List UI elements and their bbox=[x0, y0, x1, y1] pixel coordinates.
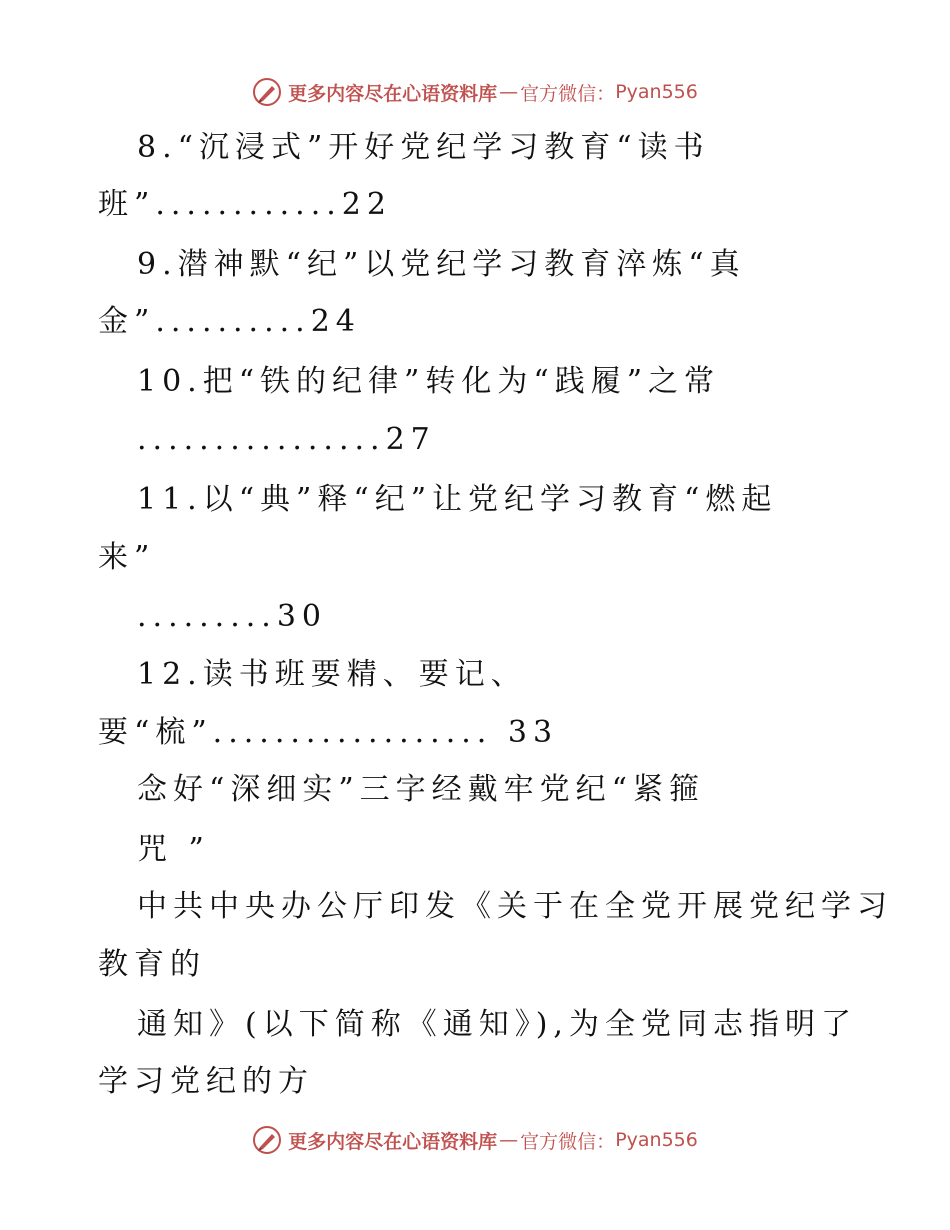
toc-line: 来” bbox=[98, 540, 156, 575]
toc-line: 班”............22 bbox=[98, 187, 392, 222]
paragraph-line: 学习党纪的方 bbox=[98, 1064, 314, 1099]
toc-line: 12.读书班要精、要记、 bbox=[137, 657, 527, 692]
article-title-line: 念好“深细实”三字经戴牢党纪“紧箍 bbox=[137, 772, 706, 807]
watermark-dash: — bbox=[499, 81, 519, 103]
watermark-id: Pyan556 bbox=[615, 81, 698, 103]
pen-logo-icon bbox=[252, 1125, 282, 1155]
paragraph-line: 通知》(以下简称《通知》),为全党同志指明了 bbox=[137, 1007, 857, 1042]
toc-line: 金”..........24 bbox=[98, 304, 361, 339]
watermark-dash: — bbox=[499, 1129, 519, 1151]
paragraph-line: 教育的 bbox=[98, 947, 206, 982]
toc-line: 11.以“典”释“纪”让党纪学习教育“燃起 bbox=[137, 482, 778, 517]
watermark-main-text: 更多内容尽在心语资料库 bbox=[288, 82, 498, 105]
watermark-main-text: 更多内容尽在心语资料库 bbox=[288, 1130, 498, 1153]
toc-line: 10.把“铁的纪律”转化为“践履”之常 bbox=[137, 364, 721, 399]
watermark-sub-text: 官方微信： bbox=[520, 1130, 616, 1153]
article-title-line: 咒 ” bbox=[137, 832, 210, 867]
toc-line: ................27 bbox=[137, 422, 436, 457]
toc-line: .........30 bbox=[137, 599, 327, 634]
toc-line: 9.潜神默“纪”以党纪学习教育淬炼“真 bbox=[137, 247, 746, 282]
toc-line: 8.“沉浸式”开好党纪学习教育“读书 bbox=[137, 130, 710, 165]
footer-watermark bbox=[0, 1120, 950, 1160]
paragraph-line: 中共中央办公厅印发《关于在全党开展党纪学习 bbox=[137, 889, 893, 924]
toc-line: 要“梳”.................. 33 bbox=[98, 715, 559, 750]
watermark-sub-text: 官方微信： bbox=[520, 82, 616, 105]
watermark-id: Pyan556 bbox=[615, 1129, 698, 1151]
